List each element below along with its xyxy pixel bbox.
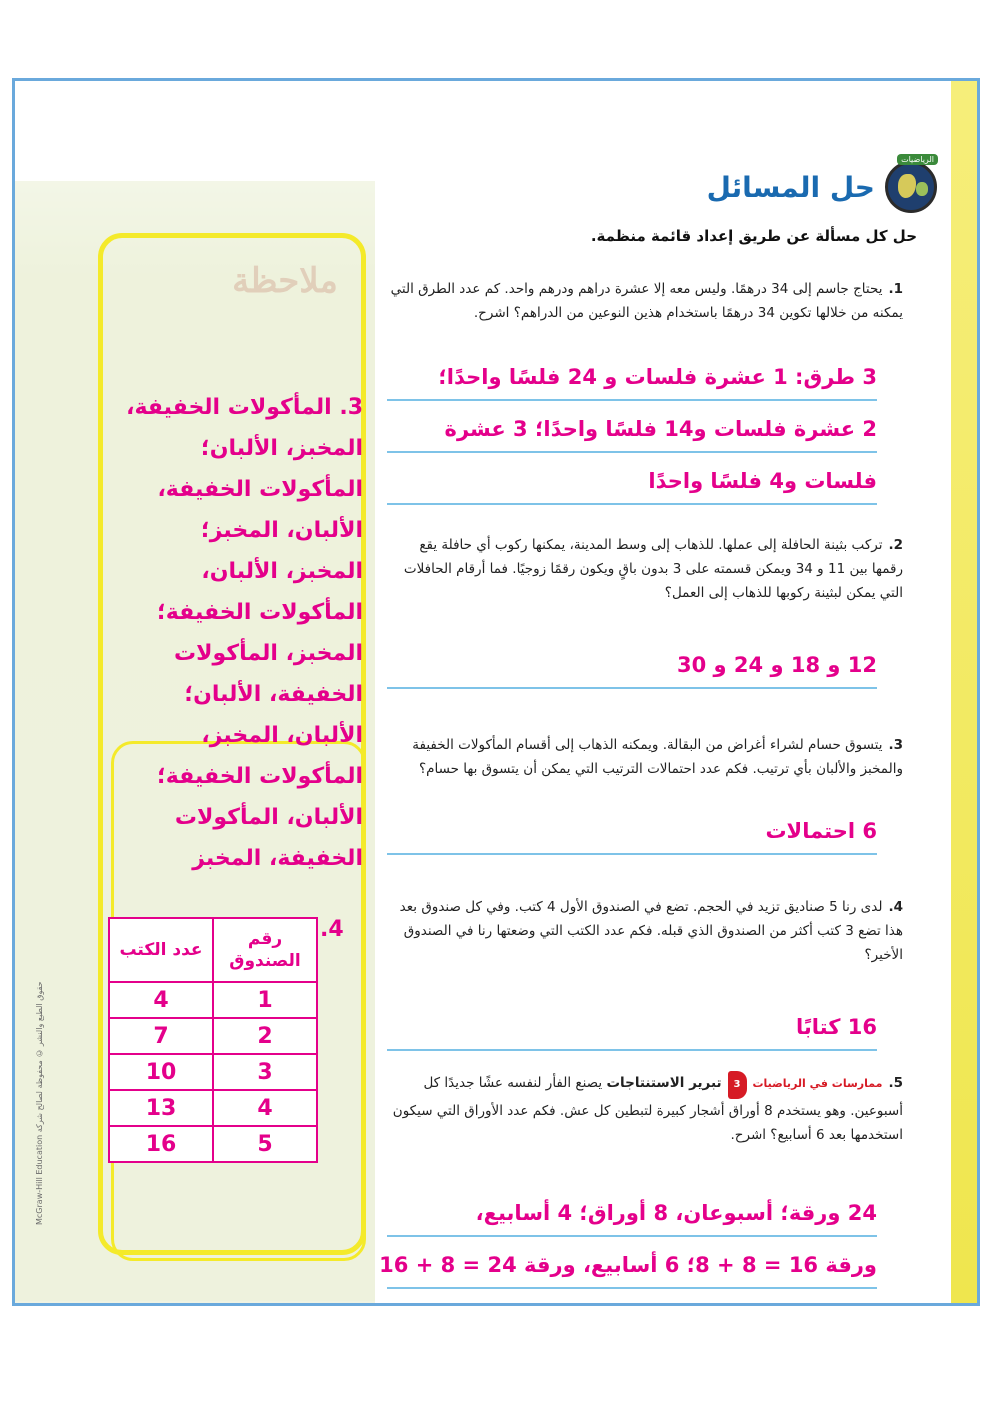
problem-text: تركب بثينة الحافلة إلى عملها. للذهاب إلى وسط المدينة، يمكنها ركوب أي حافلة يقع رقمها بين 11 و 34 ويمكن قسمته على 3 بدون باقٍ ويكون رقمًا زوجيًا. فما أرقام الحافلات التي يمكن لبثينة ركوبها للذهاب إلى العمل؟ [403,537,903,601]
side-answer-line: المأكولات الخفيفة، [157,477,363,502]
problem-text: لدى رنا 5 صناديق تزيد في الحجم. تضع في الصندوق الأول 4 كتب. وفي كل صندوق بعد هذا تضع 3 كتب أكثر من الصندوق الذي قبله. فكم عدد الكتب التي وضعتها رنا في الصندوق الأخير؟ [399,899,903,963]
answer-line: 6 احتمالات [387,809,877,855]
side-answer-line: المخبز، الألبان؛ [200,436,363,461]
side-answer-line: الألبان، المأكولات [174,805,363,830]
section-header [706,155,937,213]
problem-number: 5. [888,1075,903,1091]
problem-number: 2. [888,537,903,553]
table-cell: 5 [213,1126,317,1162]
column-header: رقم الصندوق [213,918,317,982]
side-answer-line: المخبز، الألبان، [201,559,363,584]
table-row [109,1126,317,1162]
problem-3 [385,733,903,781]
instruction-text: حل كل مسألة عن طريق إعداد قائمة منظمة. [590,227,917,245]
side-answer-line: الألبان، المخبز؛ [200,518,363,543]
table-cell: 2 [213,1018,317,1054]
answer-line: 16 كتابًا [387,1005,877,1051]
side-answer-line: المخبز، المأكولات [174,641,363,666]
margin-stamp: ملاحظة [232,261,338,301]
table-row [109,982,317,1018]
page-title: حل المسائل [706,170,875,204]
answer-line: 12 و 18 و 24 و 30 [387,643,877,689]
side-answer-3 [113,387,363,879]
side-answer-line: الخفيفة، المخبز [192,846,363,871]
table-cell: 7 [109,1018,213,1054]
table-cell: 4 [109,982,213,1018]
side-answer-line: المأكولات الخفيفة؛ [157,764,363,789]
table-cell: 10 [109,1054,213,1090]
problem-4 [385,895,903,967]
table-cell: 16 [109,1126,213,1162]
side-answer-line: الخفيفة، الألبان؛ [184,682,363,707]
problem-number: 3. [888,737,903,753]
answer-line: ورقة 16 = 8 + 8؛ 6 أسابيع، ورقة 24 = 8 + 16 [387,1243,877,1289]
side-answer-number: 4. [320,917,344,942]
globe-icon [885,155,937,213]
problem-number: 4. [888,899,903,915]
problem-number: 1. [888,281,903,297]
side-answer-line: المأكولات الخفيفة، [126,395,332,420]
side-answer-number: 3. [339,395,363,420]
answer-line: فلسات و4 فلسًا واحدًا [387,459,877,505]
table-header-row [109,918,317,982]
page-frame [12,78,980,1306]
answer-line: 2 عشرة فلسات و14 فلسًا واحدًا؛ 3 عشرة [387,407,877,453]
practice-label: ممارسات في الرياضيات [752,1077,883,1090]
books-table [108,917,318,1163]
side-answer-line: المأكولات الخفيفة؛ [157,600,363,625]
table-cell: 13 [109,1090,213,1126]
problem-text: يحتاج جاسم إلى 34 درهمًا. وليس معه إلا عشرة دراهم ودرهم واحد. كم عدد الطرق التي يمكنه من خلالها تكوين 34 درهمًا باستخدام هذين النوعين من الدراهم؟ اشرح. [390,281,903,321]
practice-term: تبرير الاستنتاجات [606,1075,722,1091]
side-answer-line: الألبان، المخبز، [201,723,363,748]
problem-2 [385,533,903,605]
table-cell: 4 [213,1090,317,1126]
answer-line: 3 طرق: 1 عشرة فلسات و 24 فلسًا واحدًا؛ [387,355,877,401]
copyright-credit: حقوق الطبع والنشر © محفوظة لصالح شركة McGraw-Hill Education [35,981,44,1225]
table-row [109,1054,317,1090]
globe-tag: الرياضيات [897,154,938,165]
problem-5 [385,1071,903,1147]
problem-text: يتسوق حسام لشراء أغراض من البقالة. ويمكنه الذهاب إلى أقسام المأكولات الخفيفة والمخبز والألبان بأي ترتيب. فكم عدد احتمالات الترتيب التي يمكن أن يتسوق بها حسام؟ [412,737,903,777]
problem-1 [385,277,903,325]
table-row [109,1090,317,1126]
page-edge-bar [951,81,977,1303]
practice-badge: 3 [728,1071,747,1099]
problem-text: يصنع الفأر لنفسه عشًا جديدًا كل أسبوعين. وهو يستخدم 8 أوراق أشجار كبيرة لتبطين كل عش. فكم عدد الأوراق التي سيكون استخدمها بعد 6 أسابيع؟ اشرح. [392,1075,903,1143]
answer-line: 24 ورقة؛ أسبوعان، 8 أوراق؛ 4 أسابيع، [387,1191,877,1237]
table-row [109,1018,317,1054]
table-cell: 1 [213,982,317,1018]
table-cell: 3 [213,1054,317,1090]
column-header: عدد الكتب [109,918,213,982]
